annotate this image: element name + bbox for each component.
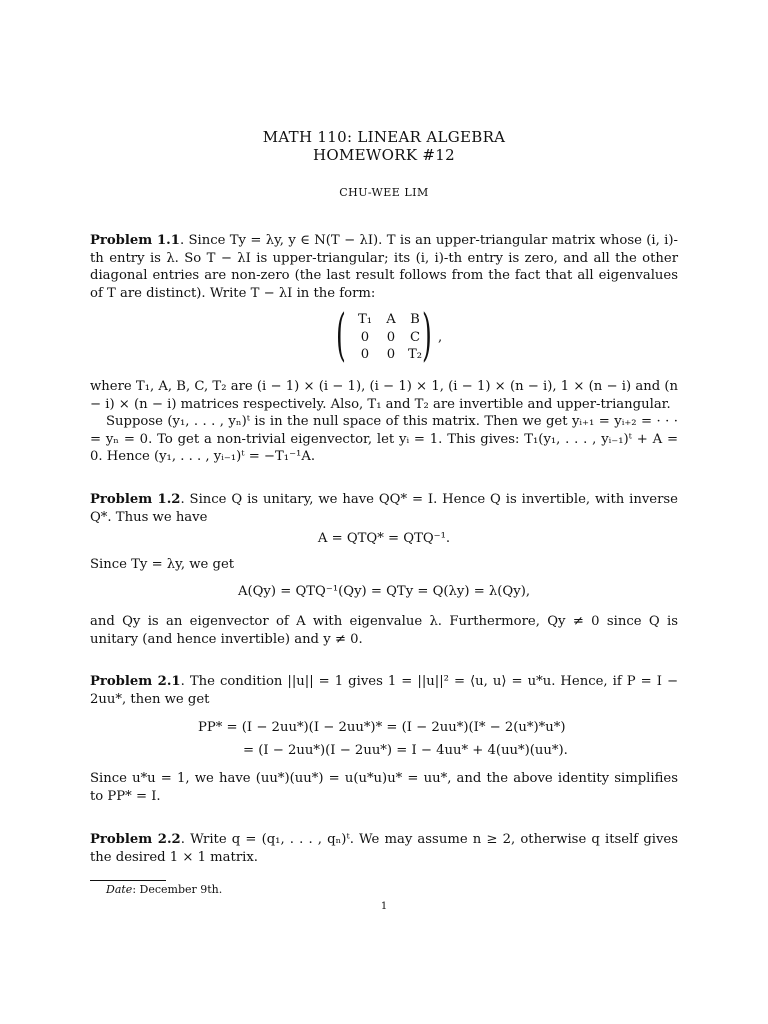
problem-2-1-heading: Problem 2.1 [90,674,181,689]
matrix-cell: 0 [360,329,370,345]
footnote-label: Date [106,883,133,896]
title-line-2: HOMEWORK #12 [313,146,455,164]
problem-1-2-para2: Since Ty = λy, we get [90,557,235,572]
matrix-cell: C [409,329,421,345]
problem-1-2-para1: Problem 1.2. Since Q is unitary, we have QQ* = I. Hence Q is invertible, with inverse Q*. Thus we have [90,492,678,525]
problem-1-1-para1: Problem 1.1. Since Ty = λy, y ∈ N(T − λI). T is an upper-triangular matrix whose (i, i)-th entry is λ. So T − λI is upper-triangular; its (i, i)-th entry is zero, and all the other diagonal entries are non-zero (the last result follows from the fact that all eigenvalues of T are distinct). Write T − λI in the form: [90,233,678,301]
problem-2-1-para1: Problem 2.1. The condition ||u|| = 1 gives 1 = ||u||² = ⟨u, u⟩ = u*u. Hence, if P = I − 2uu*, then we get [90,674,678,707]
problem-1-1-para2: where T₁, A, B, C, T₂ are (i − 1) × (i − 1), (i − 1) × 1, (i − 1) × (n − i), 1 × (n − i) and (n − i) × (n − i) matrices respectively. Also, T₁ and T₂ are invertible and upper-triangular. [90,379,678,412]
problem-2-1-eq1: PP* = (I − 2uu*)(I − 2uu*)* = (I − 2uu*)(I* − 2(u*)*u*) [198,720,566,735]
matrix-cell: T₁ [357,312,373,327]
matrix-cell: B [410,312,420,327]
matrix-cell: 0 [360,347,370,362]
matrix-grid [350,311,428,364]
problem-1-2-eq2: A(Qy) = QTQ⁻¹(Qy) = QTy = Q(λy) = λ(Qy), [237,584,531,599]
matrix-t-minus-lambda-i: ( T₁ A B 0 0 C 0 0 T₂ ) , [336,303,443,368]
footnote-rule [90,880,166,881]
matrix-cell: A [386,312,396,327]
page-number: 1 [380,901,388,912]
problem-1-1-para3: Suppose (y₁, . . . , yₙ)ᵗ is in the null space of this matrix. Then we get yᵢ₊₁ = yᵢ₊₂ = · · · = yₙ = 0. To get a non-trivial eigenvector, let yᵢ = 1. This gives: T₁(y₁, . . . , yᵢ₋₁)ᵗ + A = 0. Hence (y₁, . . . , yᵢ₋₁)ᵗ = −T₁⁻¹A. [90,414,678,464]
problem-1-2-heading: Problem 1.2 [90,492,181,507]
problem-1-2-eq1: A = QTQ* = QTQ⁻¹. [317,531,451,546]
problem-2-1-para2: Since u*u = 1, we have (uu*)(uu*) = u(u*u)u* = uu*, and the above identity simplifies to PP* = I. [90,771,678,804]
matrix-cell: T₂ [407,347,423,362]
problem-2-2-heading: Problem 2.2 [90,832,181,847]
title-line-1: MATH 110: LINEAR ALGEBRA [262,128,506,146]
problem-2-1-eq2: = (I − 2uu*)(I − 2uu*) = I − 4uu* + 4(uu*)(uu*). [243,743,568,758]
matrix-cell: 0 [386,329,396,345]
author: CHU-WEE LIM [339,186,429,199]
problem-1-1-heading: Problem 1.1 [90,233,180,248]
matrix-cell: 0 [386,347,396,362]
footnote-text: : December 9th. [132,883,223,896]
problem-1-2-para3: and Qy is an eigenvector of A with eigenvalue λ. Furthermore, Qy ≠ 0 since Q is unitary (and hence invertible) and y ≠ 0. [90,614,678,647]
matrix-suffix: , [438,330,443,345]
problem-2-2-para1: Problem 2.2. Write q = (q₁, . . . , qₙ)ᵗ. We may assume n ≥ 2, otherwise q itself gives the desired 1 × 1 matrix. [90,832,678,865]
footnote [106,883,222,896]
